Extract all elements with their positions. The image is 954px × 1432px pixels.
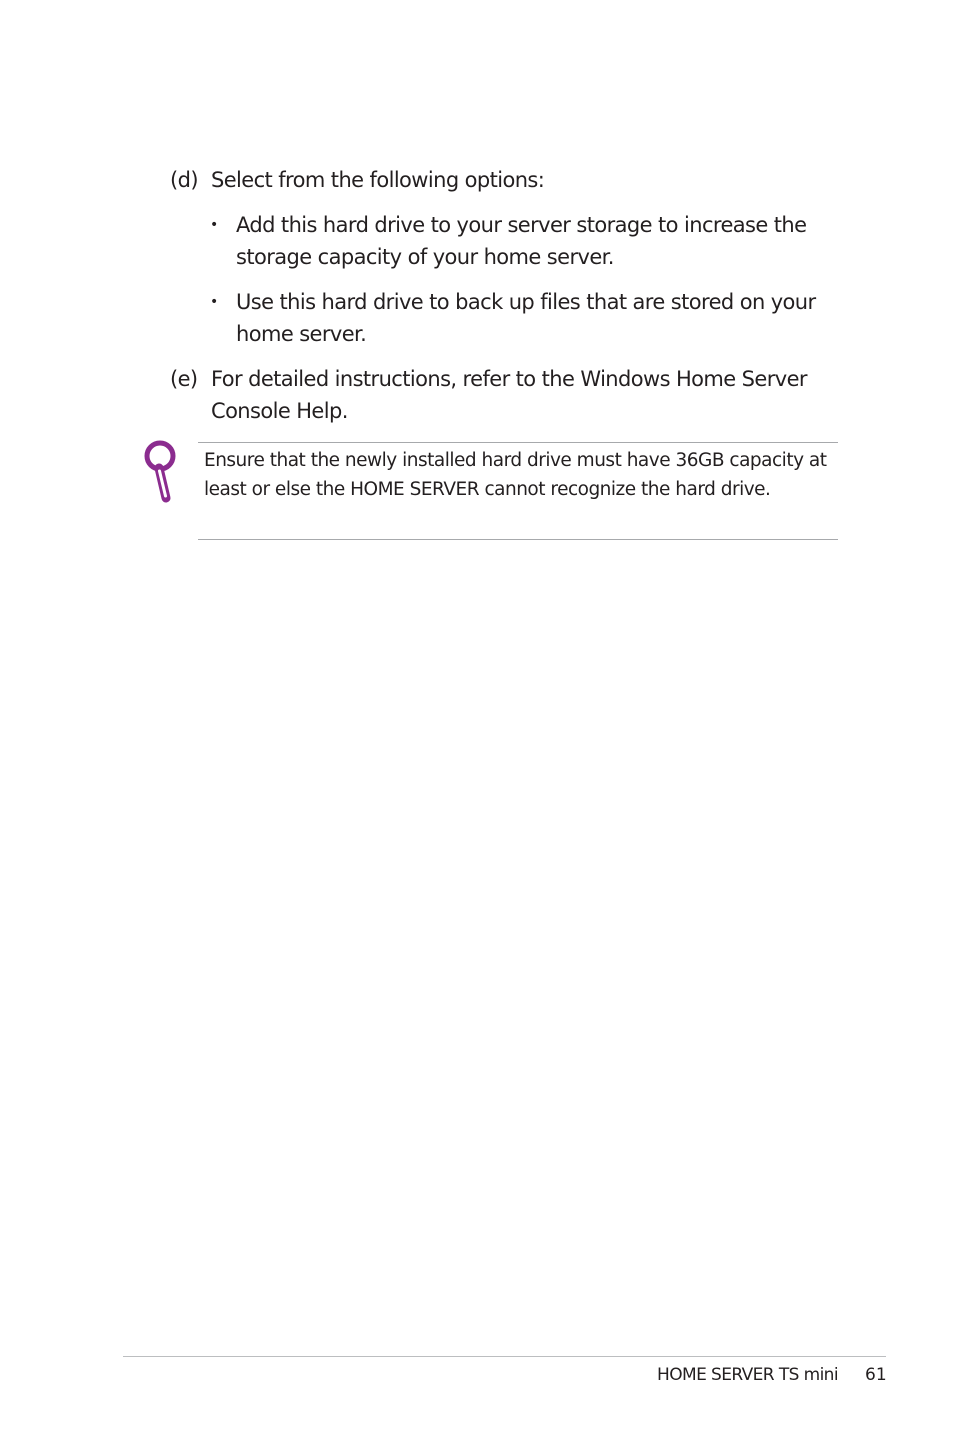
note-text: Ensure that the newly installed hard drive must have 36GB capacity at least or else the HOME SERVER cannot recognize the hard drive. [204, 450, 827, 500]
bullet-icon: • [210, 294, 218, 310]
note-bottom-divider [198, 539, 838, 540]
page-number: 61 [865, 1365, 887, 1385]
magnifier-icon [140, 438, 180, 504]
footer-title: HOME SERVER TS mini [657, 1365, 838, 1385]
option-text: Add this hard drive to your server storage to increase the storage capacity of your home server. [236, 213, 807, 269]
step-marker: (d) [170, 168, 198, 192]
step-marker: (e) [170, 367, 198, 391]
step-text: Select from the following options: [211, 168, 545, 192]
note-top-divider [198, 442, 838, 443]
option-text: Use this hard drive to back up files that are stored on your home server. [236, 290, 816, 346]
bullet-icon: • [210, 217, 218, 233]
step-text: For detailed instructions, refer to the Windows Home Server Console Help. [211, 367, 807, 423]
footer-divider [123, 1356, 886, 1357]
